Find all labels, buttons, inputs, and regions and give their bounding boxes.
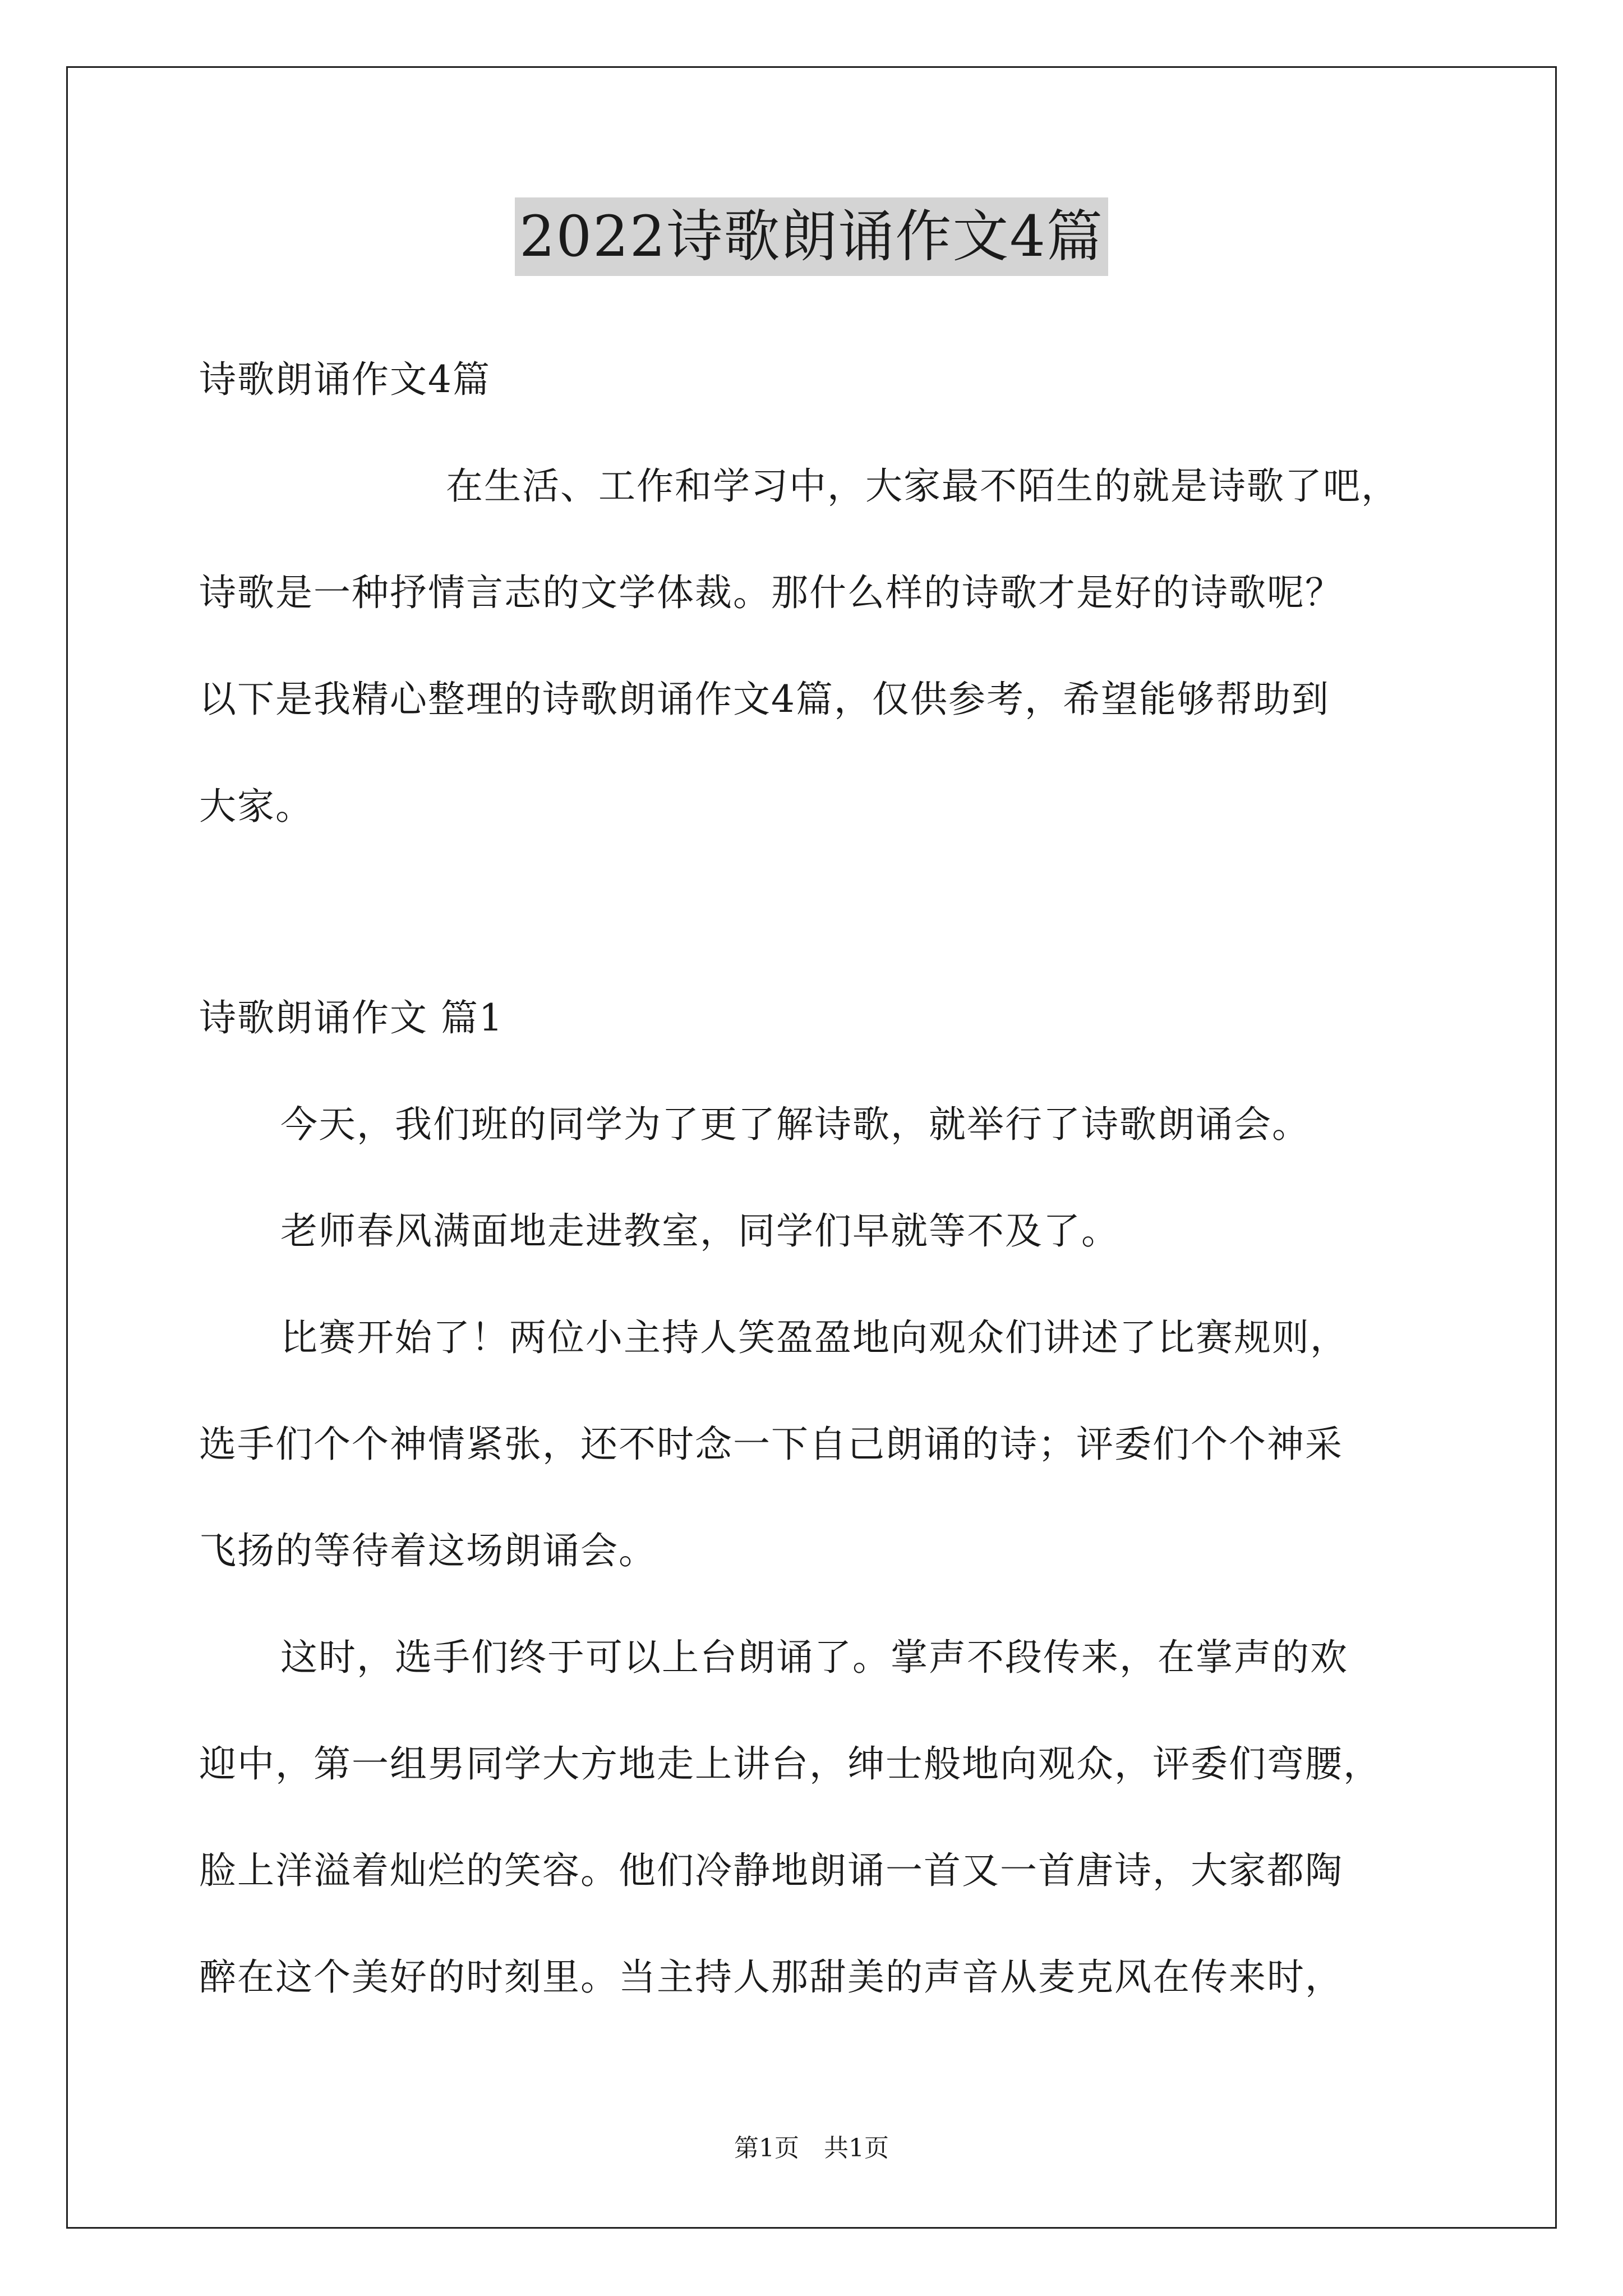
intro-line-4: 大家。 [199,785,313,828]
intro-line-2: 诗歌是一种抒情言志的文学体裁。那什么样的诗歌才是好的诗歌呢？ [199,571,1343,614]
intro-line-1: 在生活、工作和学习中，大家最不陌生的就是诗歌了吧， [446,464,1399,508]
paragraph-4-line-3: 脸上洋溢着灿烂的笑容。他们冷静地朗诵一首又一首唐诗，大家都陶 [199,1849,1343,1892]
paragraph-3-line-3: 飞扬的等待着这场朗诵会。 [199,1529,657,1572]
section-heading: 诗歌朗诵作文 篇1 [199,996,504,1039]
paragraph-2: 老师春风满面地走进教室，同学们早就等不及了。 [280,1209,1119,1253]
title-container [0,197,1623,276]
paragraph-3-line-1: 比赛开始了！两位小主持人笑盈盈地向观众们讲述了比赛规则， [280,1316,1348,1359]
paragraph-4-line-2: 迎中，第一组男同学大方地走上讲台，绅士般地向观众，评委们弯腰， [199,1742,1381,1786]
paragraph-4-line-4: 醉在这个美好的时刻里。当主持人那甜美的声音从麦克风在传来时， [199,1955,1343,1999]
document-subtitle: 诗歌朗诵作文4篇 [199,358,491,401]
page-footer: 第1页 共1页 [734,2134,889,2162]
paragraph-3-line-2: 选手们个个神情紧张，还不时念一下自己朗诵的诗；评委们个个神采 [199,1423,1343,1466]
paragraph-1: 今天，我们班的同学为了更了解诗歌，就举行了诗歌朗诵会。 [280,1103,1310,1146]
intro-line-3: 以下是我精心整理的诗歌朗诵作文4篇，仅供参考，希望能够帮助到 [199,678,1330,721]
paragraph-4-line-1: 这时，选手们终于可以上台朗诵了。掌声不段传来，在掌声的欢 [280,1636,1348,1679]
document-title: 2022诗歌朗诵作文4篇 [515,197,1108,276]
